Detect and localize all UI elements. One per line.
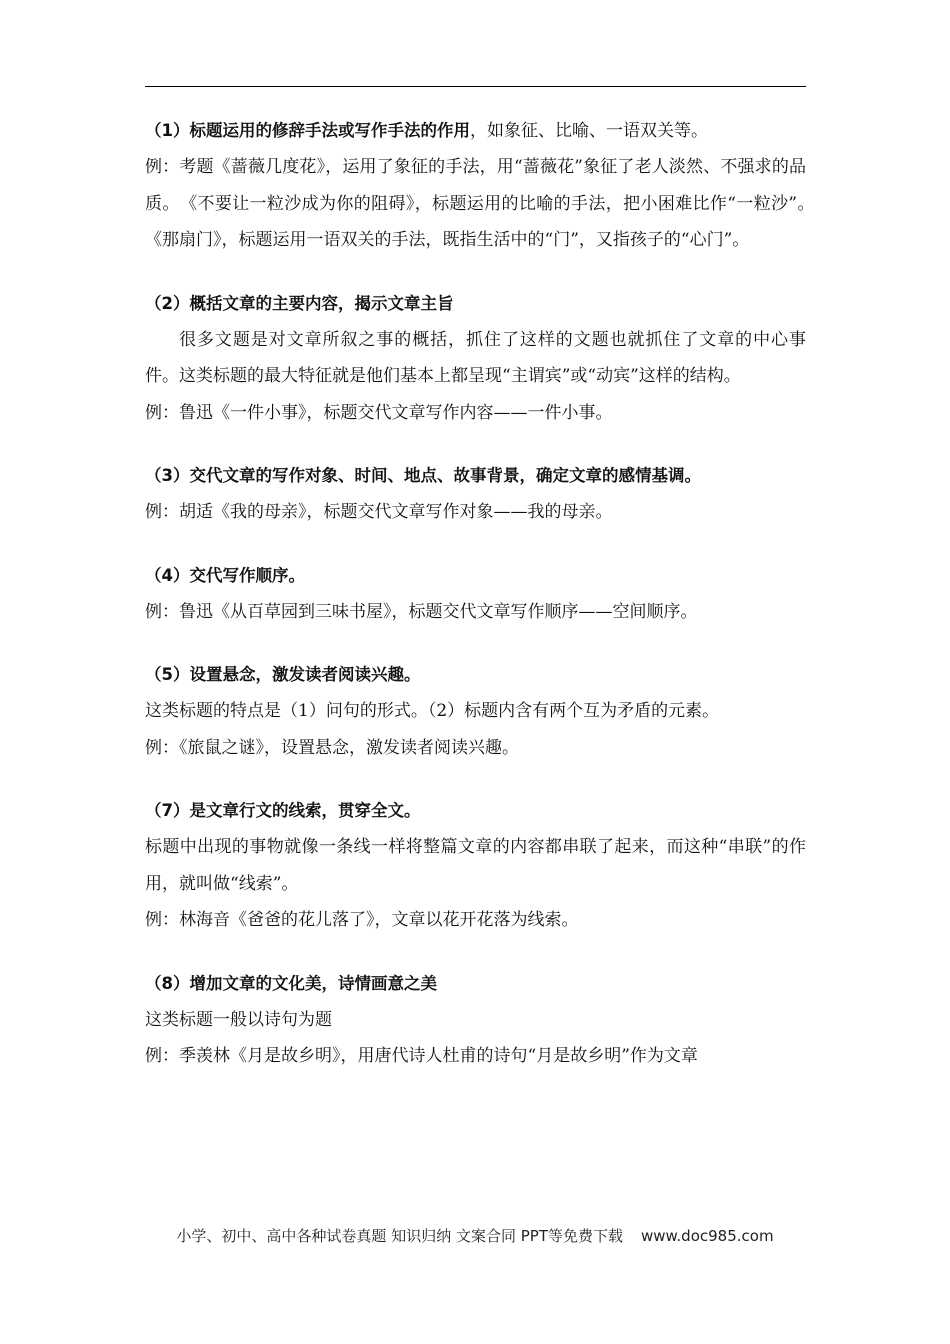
section-7 xyxy=(145,793,806,939)
section-heading: （3）交代文章的写作对象、时间、地点、故事背景，确定文章的感情基调。 xyxy=(145,466,701,485)
heading-tail: ，如象征、比喻、一语双关等。 xyxy=(469,121,708,141)
section-heading: （7）是文章行文的线索，贯穿全文。 xyxy=(145,801,421,820)
paragraph: 例：鲁迅《一件小事》，标题交代文章写作内容——一件小事。 xyxy=(145,402,613,423)
paragraph: 这类标题的特点是（1）问句的形式。（2）标题内含有两个互为矛盾的元素。 xyxy=(145,701,720,721)
paragraph: 很多文题是对文章所叙之事的概括，抓住了这样的文题也就抓住了文章的中心事件。这类标题的最大特征就是他们基本上都呈现“主谓宾”或“动宾”这样的结构。 xyxy=(145,329,806,386)
section-heading: （8）增加文章的文化美，诗情画意之美 xyxy=(145,973,437,993)
section-heading: （5）设置悬念，激发读者阅读兴趣。 xyxy=(145,665,421,684)
paragraph: 例：胡适《我的母亲》，标题交代文章写作对象——我的母亲。 xyxy=(145,502,613,522)
paragraph: 标题中出现的事物就像一条线一样将整篇文章的内容都串联了起来，而这种“串联”的作用，就叫做“线索”。 xyxy=(145,837,806,894)
document-body xyxy=(145,113,823,1075)
paragraph: 例：《旅鼠之谜》，设置悬念，激发读者阅读兴趣。 xyxy=(145,737,519,758)
section-heading: （2）概括文章的主要内容，揭示文章主旨 xyxy=(145,293,454,313)
section-5 xyxy=(145,657,806,766)
section-4 xyxy=(145,558,806,631)
section-2 xyxy=(145,286,806,432)
section-1 xyxy=(145,113,823,259)
header-rule xyxy=(145,86,806,87)
paragraph: 这类标题一般以诗句为题 xyxy=(145,1009,332,1030)
paragraph: 例：林海音《爸爸的花儿落了》，文章以花开花落为线索。 xyxy=(145,910,579,930)
paragraph: 例：鲁迅《从百草园到三味书屋》，标题交代文章写作顺序——空间顺序。 xyxy=(145,601,698,622)
page-footer xyxy=(0,1224,950,1248)
section-heading: （4）交代写作顺序。 xyxy=(145,565,305,585)
footer-link[interactable]: www.doc985.com xyxy=(640,1227,774,1245)
paragraph: 例：季羡林《月是故乡明》，用唐代诗人杜甫的诗句“月是故乡明”作为文章 xyxy=(145,1046,698,1066)
heading-text: （1）标题运用的修辞手法或写作手法的作用 xyxy=(145,121,470,140)
section-3 xyxy=(145,458,806,531)
section-8 xyxy=(145,966,806,1075)
section-heading xyxy=(145,113,806,149)
footer-text: 小学、初中、高中各种试卷真题 知识归纳 文案合同 PPT等免费下载 xyxy=(176,1227,623,1245)
paragraph: 例：考题《蔷薇几度花》，运用了象征的手法，用“蔷薇花”象征了老人淡然、不强求的品质。 《不要让一粒沙成为你的阻碍》，标题运用的比喻的手法，把小困难比作“一粒沙”。 《那扇门》，标题运用一语双关的手法，既指生活中的“门”，又指孩子的“心门”。 xyxy=(145,157,823,250)
